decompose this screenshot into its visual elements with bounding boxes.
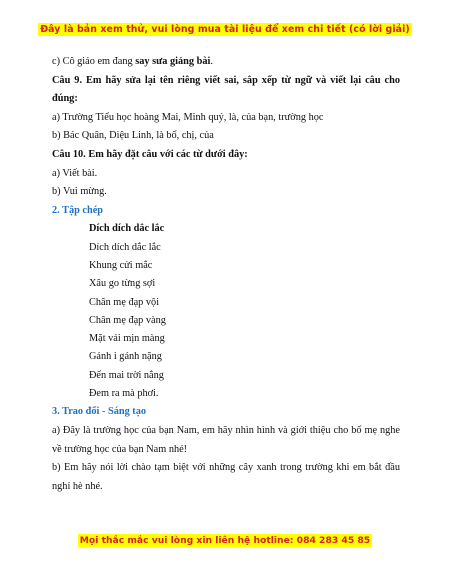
- poem-line: Chân mẹ đạp vàng: [89, 314, 166, 326]
- poem-line: Khung cửi mắc: [89, 259, 153, 271]
- hotline-footer-text: Mọi thắc mắc vui lòng xin liên hệ hotline: 084 283 45 85: [79, 535, 371, 546]
- poem-line: Đến mai trời nắng: [89, 369, 164, 381]
- hotline-footer: [0, 535, 450, 546]
- poem-line: Gánh i gánh nặng: [89, 351, 162, 363]
- preview-banner-text: Đây là bản xem thử, vui lòng mua tài liệu để xem chi tiết (có lời giải): [40, 24, 410, 35]
- poem-line: Đem ra mà phơi.: [89, 388, 159, 400]
- sentence-c-suffix: .: [210, 56, 213, 67]
- sentence-c: [52, 53, 400, 72]
- poem-line: Xâu go từng sợi: [89, 278, 156, 290]
- question-9-b: b) Bác Quân, Diệu Linh, là bố, chị, của: [52, 130, 214, 142]
- poem-line: Dích dích dắc lắc: [89, 241, 161, 253]
- poem-title: Dích dích dắc lắc: [89, 223, 165, 235]
- section-2-heading: 2. Tập chép: [52, 204, 104, 216]
- preview-banner: [0, 24, 450, 35]
- poem-line: Chân mẹ đạp vội: [89, 296, 160, 308]
- question-10-b: b) Vui mừng.: [52, 186, 107, 198]
- question-9: Câu 9. Em hãy sửa lại tên riêng viết sai, sắp xếp từ ngữ và viết lại câu cho đúng:: [52, 74, 400, 105]
- question-9-a: a) Trường Tiểu học hoàng Mai, Minh quý, là, của bạn, trường học: [52, 111, 324, 123]
- sentence-c-bold: say sưa giảng bài: [135, 56, 211, 67]
- document-body: [52, 53, 400, 496]
- poem-line: Mặt vải mịn màng: [89, 333, 165, 345]
- section-3-b: b) Em hãy nói lời chào tạm biệt với những cây xanh trong trường khi em bắt đầu nghỉ hè nhé.: [52, 462, 400, 492]
- section-3-heading: 3. Trao đổi - Sáng tạo: [52, 406, 147, 418]
- poem: [52, 220, 400, 403]
- section-3-a: a) Đây là trường học của bạn Nam, em hãy nhìn hình và giới thiệu cho bố mẹ nghe về trường học của bạn Nam nhé!: [52, 424, 400, 455]
- question-10-a: a) Viết bài.: [52, 167, 98, 179]
- sentence-c-prefix: c) Cô giáo em đang: [52, 56, 136, 67]
- question-10: Câu 10. Em hãy đặt câu với các từ dưới đây:: [52, 148, 248, 160]
